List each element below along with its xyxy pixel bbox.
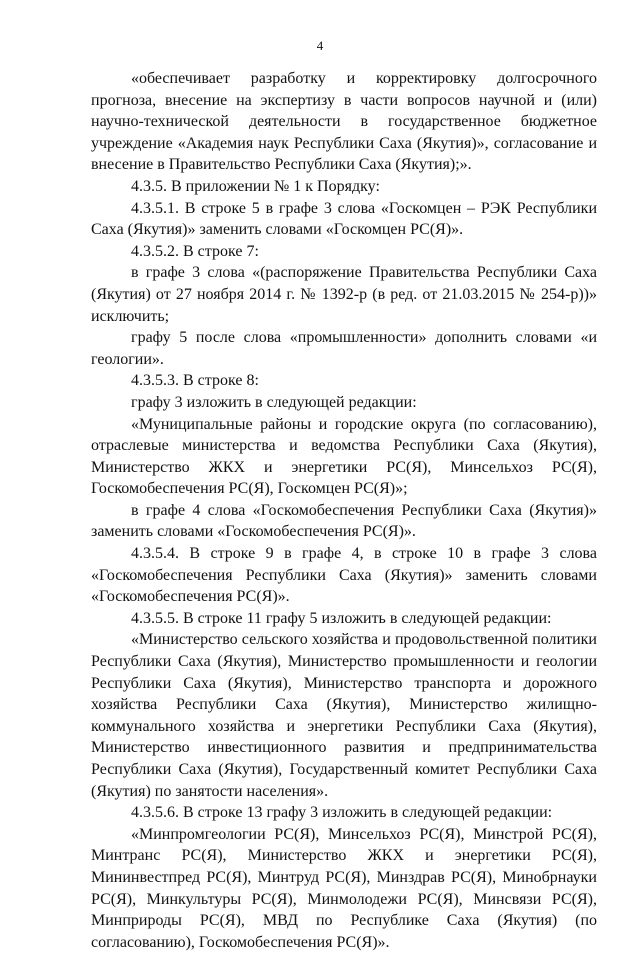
- paragraph: в графе 4 слова «Госкомобеспечения Республики Саха (Якутия)» заменить словами «Госкомобеспечения РС(Я)».: [91, 501, 597, 541]
- paragraph: 4.3.5.3. В строке 8:: [131, 372, 259, 390]
- paragraph: «Минпромгеологии РС(Я), Минсельхоз РС(Я), Минстрой РС(Я), Минтранс РС(Я), Министерство ЖКХ и энергетики РС(Я), Мининвестпред РС(Я), Минтруд РС(Я), Минздрав РС(Я), Минобрнауки РС(Я), Минкультуры РС(Я), Минмолодежи РС(Я), Минсвязи РС(Я), Минприроды РС(Я), МВД по Республике Саха (Якутия) (по согласованию), Госкомобеспечения РС(Я)».: [91, 825, 597, 951]
- paragraph: 4.3.5.2. В строке 7:: [131, 242, 259, 260]
- paragraph: 4.3.5.5. В строке 11 графу 5 изложить в следующей редакции:: [131, 609, 552, 627]
- paragraph: 4.3.5.6. В строке 13 графу 3 изложить в следующей редакции:: [131, 804, 553, 822]
- paragraph: графу 3 изложить в следующей редакции:: [131, 393, 417, 411]
- paragraph: 4.3.5. В приложении № 1 к Порядку:: [131, 177, 380, 195]
- page-number: 4: [316, 38, 324, 53]
- paragraph: «Министерство сельского хозяйства и продовольственной политики Республики Саха (Якутия), Министерство промышленности и геологии Республики Саха (Якутия), Министерство транспорта и дорожного хозяйства Республики Саха (Якутия), Министерство жилищно-коммунального хозяйства и энергетики Республики Саха (Якутия), Министерство инвестиционного развития и предпринимательства Республики Саха (Якутия), Государственный комитет Республики Саха (Якутия) по занятости населения».: [91, 631, 597, 800]
- paragraph: «обеспечивает разработку и корректировку долгосрочного прогноза, внесение на экспертизу в части вопросов научной и (или) научно-технической деятельности в государственное бюджетное учреждение «Академия наук Республики Саха (Якутия)», согласование и внесение в Правительство Республики Саха (Якутия);».: [91, 70, 597, 174]
- paragraph: в графе 3 слова «(распоряжение Правительства Республики Саха (Якутия) от 27 ноября 2014 г. № 1392-р (в ред. от 21.03.2015 № 254-р))» исключить;: [91, 264, 597, 325]
- document-body: [91, 68, 597, 953]
- paragraph: 4.3.5.1. В строке 5 в графе 3 слова «Госкомцен – РЭК Республики Саха (Якутия)» заменить словами «Госкомцен РС(Я)».: [91, 199, 597, 239]
- paragraph: 4.3.5.4. В строке 9 в графе 4, в строке 10 в графе 3 слова «Госкомобеспечения Республики Саха (Якутия)» заменить словами «Госкомобеспечения РС(Я)».: [91, 545, 597, 606]
- paragraph: графу 5 после слова «промышленности» дополнить словами «и геологии».: [91, 329, 597, 368]
- paragraph: «Муниципальные районы и городские округа (по согласованию), отраслевые министерства и ведомства Республики Саха (Якутия), Министерство ЖКХ и энергетики РС(Я), Минсельхоз РС(Я), Госкомобеспечения РС(Я), Госкомцен РС(Я)»;: [91, 415, 597, 498]
